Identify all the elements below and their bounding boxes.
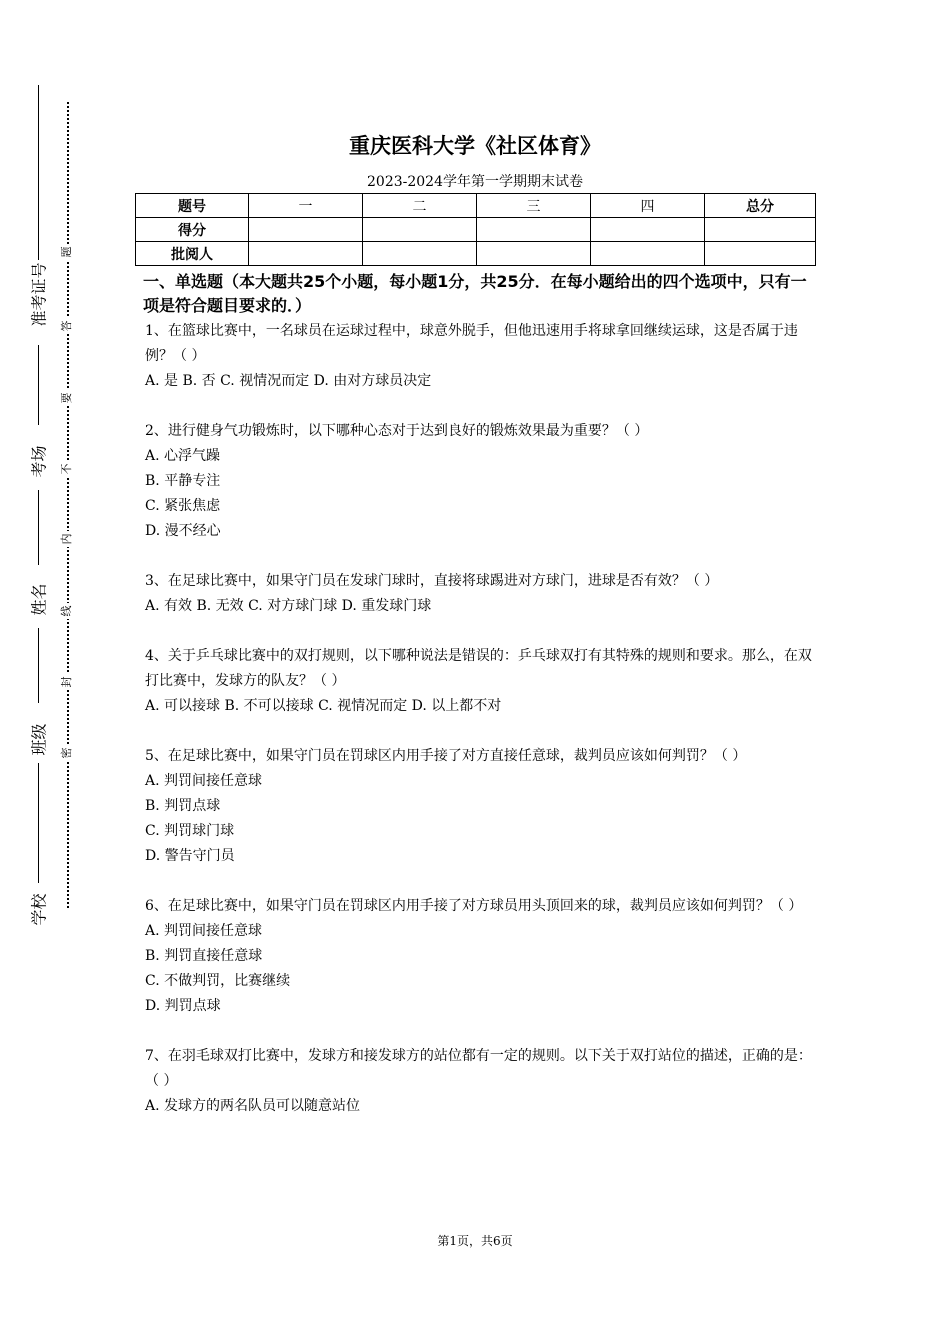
exam-room-label: 考场 — [29, 445, 49, 478]
grader-row — [136, 242, 816, 266]
col-header: 一 — [249, 194, 363, 218]
option-c[interactable]: C. 不做判罚，比赛继续 — [145, 973, 291, 989]
option-a[interactable]: A. 判罚间接任意球 — [145, 773, 263, 789]
question-4 — [145, 644, 817, 719]
page-number: 第1页，共6页 — [437, 1234, 513, 1248]
binding-margin — [0, 0, 110, 1344]
seal-char: 密 — [59, 745, 75, 761]
col-header: 总分 — [705, 194, 816, 218]
question-5 — [145, 744, 817, 869]
row-header: 批阅人 — [136, 242, 249, 266]
class-line — [38, 628, 39, 703]
question-2 — [145, 419, 817, 544]
question-7 — [145, 1044, 817, 1119]
question-stem: 6、在足球比赛中，如果守门员在罚球区内用手接了对方球员用头顶回来的球，裁判员应该如何判罚？（ ） — [145, 898, 803, 914]
school-line — [38, 763, 39, 883]
class-label: 班级 — [29, 723, 49, 756]
seal-dotted-line — [67, 102, 69, 908]
question-options[interactable]: A. 是 B. 否 C. 视情况而定 D. 由对方球员决定 — [145, 373, 432, 389]
seal-char: 内 — [59, 531, 75, 547]
seal-char: 要 — [59, 390, 75, 406]
score-cell[interactable] — [477, 218, 591, 242]
score-cell[interactable] — [591, 218, 705, 242]
option-b[interactable]: B. 判罚点球 — [145, 798, 221, 814]
section-title: 一、单选题（本大题共25个小题，每小题1分，共25分．在每小题给出的四个选项中，只有一项是符合题目要求的．） — [143, 272, 807, 315]
question-stem: 1、在篮球比赛中，一名球员在运球过程中，球意外脱手，但他迅速用手将球拿回继续运球，这是否属于违例？（ ） — [145, 323, 798, 364]
col-header: 四 — [591, 194, 705, 218]
name-label: 姓名 — [29, 583, 49, 616]
seal-char: 线 — [59, 603, 75, 619]
question-3 — [145, 569, 817, 619]
score-cell[interactable] — [363, 218, 477, 242]
question-1 — [145, 319, 817, 394]
question-stem: 2、进行健身气功锻炼时，以下哪种心态对于达到良好的锻炼效果最为重要？（ ） — [145, 423, 649, 439]
score-cell[interactable] — [705, 218, 816, 242]
seal-char: 答 — [59, 318, 75, 334]
option-d[interactable]: D. 警告守门员 — [145, 848, 235, 864]
question-stem: 5、在足球比赛中，如果守门员在罚球区内用手接了对方直接任意球，裁判员应该如何判罚？（ ） — [145, 748, 747, 764]
grader-cell[interactable] — [705, 242, 816, 266]
option-a[interactable]: A. 心浮气躁 — [145, 448, 221, 464]
grader-cell[interactable] — [591, 242, 705, 266]
seal-char: 封 — [59, 674, 75, 690]
grader-cell[interactable] — [477, 242, 591, 266]
seal-char: 不 — [59, 461, 75, 477]
question-options[interactable]: A. 可以接球 B. 不可以接球 C. 视情况而定 D. 以上都不对 — [145, 698, 502, 714]
score-row — [136, 218, 816, 242]
grader-cell[interactable] — [363, 242, 477, 266]
exam-subtitle: 2023-2024学年第一学期期末试卷 — [367, 174, 583, 190]
row-header: 得分 — [136, 218, 249, 242]
option-c[interactable]: C. 判罚球门球 — [145, 823, 235, 839]
question-stem: 3、在足球比赛中，如果守门员在发球门球时，直接将球踢进对方球门，进球是否有效？（ ） — [145, 573, 719, 589]
question-stem: 4、关于乒乓球比赛中的双打规则，以下哪种说法是错误的：乒乓球双打有其特殊的规则和要求。那么，在双打比赛中，发球方的队友？（ ） — [145, 648, 812, 689]
score-table — [135, 193, 816, 266]
grader-cell[interactable] — [249, 242, 363, 266]
question-6 — [145, 894, 817, 1019]
option-b[interactable]: B. 判罚直接任意球 — [145, 948, 263, 964]
exam-title: 重庆医科大学《社区体育》 — [349, 134, 601, 158]
col-header: 二 — [363, 194, 477, 218]
option-b[interactable]: B. 平静专注 — [145, 473, 221, 489]
col-header: 题号 — [136, 194, 249, 218]
exam-content — [145, 270, 817, 1144]
score-table-header-row — [136, 194, 816, 218]
school-label: 学校 — [29, 893, 49, 926]
col-header: 三 — [477, 194, 591, 218]
question-options[interactable]: A. 有效 B. 无效 C. 对方球门球 D. 重发球门球 — [145, 598, 432, 614]
seal-char: 题 — [59, 244, 75, 260]
score-cell[interactable] — [249, 218, 363, 242]
option-d[interactable]: D. 判罚点球 — [145, 998, 221, 1014]
student-id-label: 准考证号 — [29, 262, 49, 327]
option-d[interactable]: D. 漫不经心 — [145, 523, 221, 539]
question-stem: 7、在羽毛球双打比赛中，发球方和接发球方的站位都有一定的规则。以下关于双打站位的描述，正确的是：（ ） — [145, 1048, 812, 1089]
option-a[interactable]: A. 判罚间接任意球 — [145, 923, 263, 939]
option-a[interactable]: A. 发球方的两名队员可以随意站位 — [145, 1098, 361, 1114]
name-line — [38, 490, 39, 565]
option-c[interactable]: C. 紧张焦虑 — [145, 498, 221, 514]
exam-room-line — [38, 345, 39, 425]
